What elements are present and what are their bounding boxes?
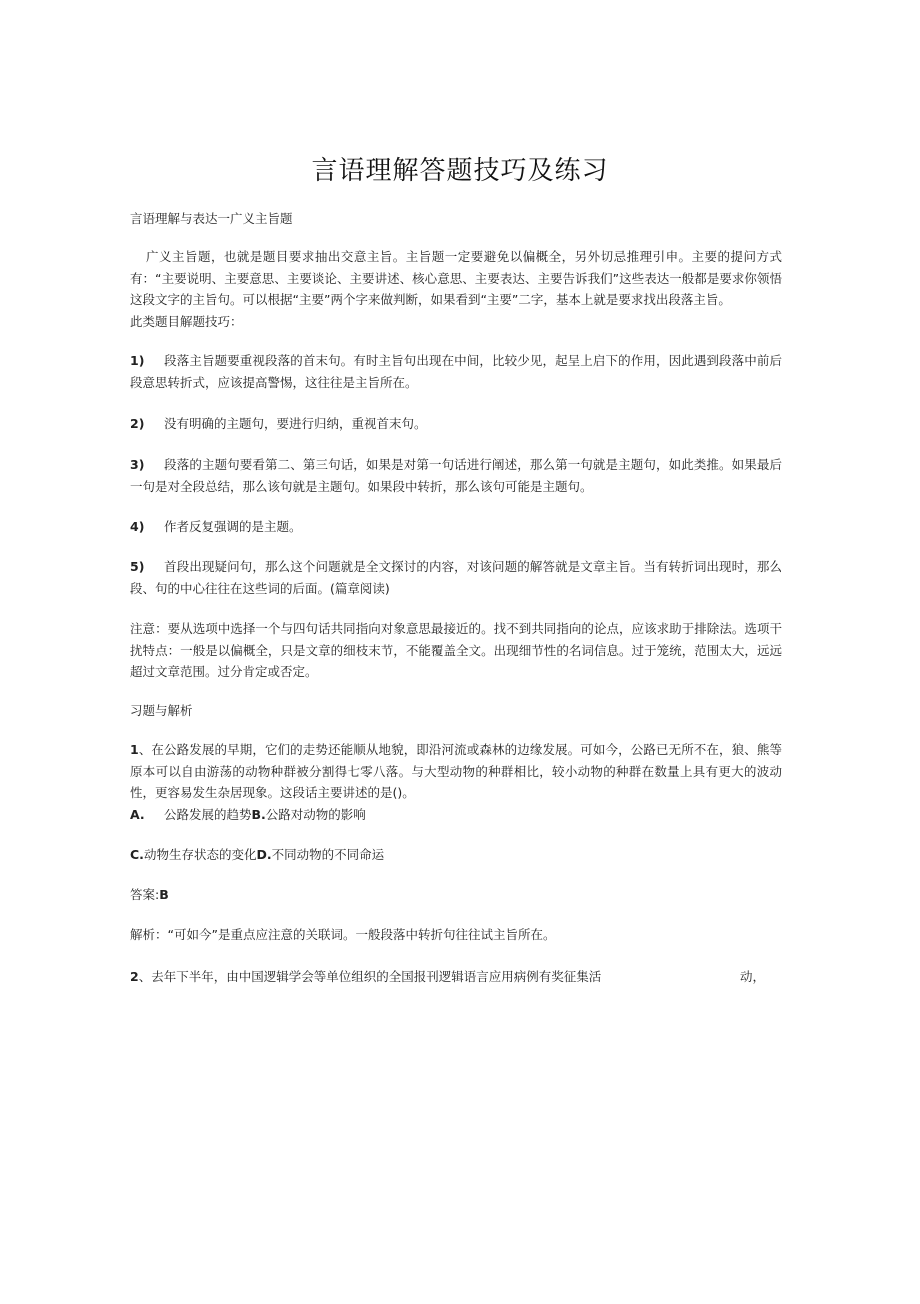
tip-text: 没有明确的主题句，要进行归纳，重视首末句。 [164,416,427,431]
intro-paragraph: 广义主旨题，也就是题目要求抽出交意主旨。主旨题一定要避免以偏概全，另外切忌推理引申。主要的提问方式有：“主要说明、主要意思、主要谈论、主要讲述、核心意思、主要表达、主要告诉我们”这些表达一般都是要求你领悟这段文字的主旨句。可以根据“主要”两个字来做判断，如果看到“主要”二字，基本上就是要求找出段落主旨。 [130,249,782,307]
question-1 [130,739,782,804]
option-c-letter: C. [130,847,144,862]
tip-item-1 [130,350,782,393]
exercise-heading: 习题与解析 [130,703,193,718]
tip-item-5 [130,556,782,599]
tip-text: 首段出现疑问句，那么这个问题就是全文探讨的内容，对该问题的解答就是文章主旨。当有转折词出现时，那么段、句的中心往往在这些词的后面。(篇章阅读) [130,559,782,596]
option-a-letter: A. [130,807,145,822]
question-text: 、在公路发展的早期，它们的走势还能顺从地貌，即沿河流或森林的边缘发展。可如今，公路已无所不在，狼、熊等原本可以自由游荡的动物种群被分割得七零八落。与大型动物的种群相比，较小动物的种群在数量上具有更大的波动性，更容易发生杂居现象。这段话主要讲述的是()。 [130,742,782,800]
option-d-letter: D. [256,847,272,862]
option-a-text: 公路发展的趋势 [164,807,252,822]
option-b-text: 公路对动物的影响 [265,807,366,822]
section-heading: 言语理解与表达一广义主旨题 [130,211,293,226]
question-2 [130,966,782,988]
question-text: 、去年下半年，由中国逻辑学会等单位组织的全国报刊逻辑语言应用病例有奖征集活 [138,969,602,984]
question-1-options-cd [130,844,782,866]
tip-number: 4) [130,519,145,534]
question-number: 1 [130,742,139,757]
tip-text: 段落的主题句要看第二、第三句话，如果是对第一句话进行阐述，那么第一句就是主题句，如此类推。如果最后一句是对全段总结，那么该句就是主题句。如果段中转折，那么该句可能是主题句。 [130,457,782,494]
question-2-tail: 动， [740,969,766,984]
tip-item-4 [130,516,782,538]
answer-line [130,884,782,906]
tip-number: 5) [130,559,145,574]
tips-heading: 此类题目解题技巧： [130,314,243,329]
option-b-letter: B. [251,807,266,822]
tip-text: 段落主旨题要重视段落的首末句。有时主旨句出现在中间，比较少见，起呈上启下的作用，因此遇到段落中前后段意思转折式，应该提高警惕，这往往是主旨所在。 [130,353,782,390]
question-number: 2 [130,969,139,984]
tip-text: 作者反复强调的是主题。 [164,519,302,534]
question-1-options-ab [130,804,782,826]
analysis-paragraph: 解析：“可如今”是重点应注意的关联词。一般段落中转折句往往试主旨所在。 [130,927,556,942]
option-d-text: 不同动物的不同命运 [271,847,385,862]
tip-item-2 [130,413,782,435]
answer-label: 答案: [130,887,160,902]
document-title: 言语理解答题技巧及练习 [311,156,609,186]
tip-number: 2) [130,416,145,431]
option-c-text: 动物生存状态的变化 [143,847,257,862]
tip-item-3 [130,454,782,497]
note-paragraph: 注意：要从选项中选择一个与四句话共同指向对象意思最接近的。找不到共同指向的论点，应该求助于排除法。选项干扰特点：一般是以偏概全，只是文章的细枝末节，不能覆盖全文。出现细节性的名词信息。过于笼统，范围太大，远远超过文章范围。过分肯定或否定。 [130,621,782,679]
tip-number: 3) [130,457,145,472]
tip-number: 1) [130,353,145,368]
answer-value: B [159,887,169,902]
